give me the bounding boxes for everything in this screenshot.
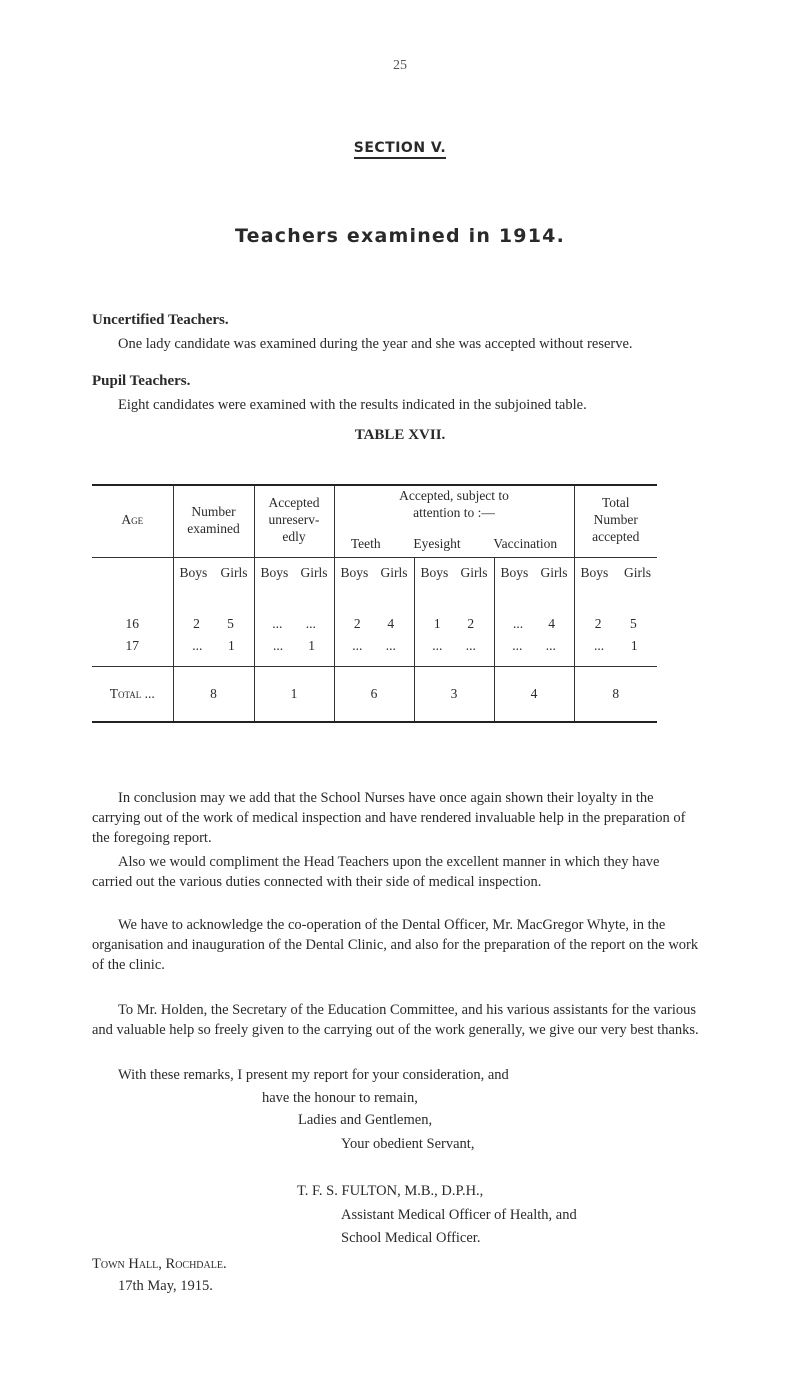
table-title: TABLE XVII. (354, 427, 446, 443)
pupil-heading: Pupil Teachers. (92, 373, 191, 389)
teachers-table (92, 484, 657, 723)
header-accepted-unreservedly: Accepted unreserv- edly (254, 485, 334, 558)
row-age: 17 (92, 634, 173, 667)
paragraph-nurses: In conclusion may we add that the School Nurses have once again shown their loyalty in the carrying out of the work of medical inspection and have rendered invaluable help in the preparation of the foregoing report. (92, 790, 686, 846)
header-accepted-subject-to: Accepted, subject to attention to :— Teeth Eyesight Vaccination (334, 485, 574, 558)
paragraph-head-teachers: Also we would compliment the Head Teachers upon the excellent manner in which they have carried out the various duties connected with their side of medical inspection. (92, 854, 660, 890)
section-heading: SECTION V. (0, 140, 800, 156)
signature-title-1: Assistant Medical Officer of Health, and (341, 1207, 577, 1223)
page-title: Teachers examined in 1914. (235, 225, 565, 247)
header-vaccination: Vaccination (493, 536, 558, 551)
header-eyesight: Eyesight (413, 536, 461, 551)
header-number-examined: Number examined (173, 485, 254, 558)
boys-girls-row: Boys Girls Boys Girls Boys Girls Boys Girls Boys Girls Boys Girls (92, 558, 657, 589)
uncertified-heading: Uncertified Teachers. (92, 312, 229, 328)
table-row: 16 2 5 ... ... 2 4 1 2 ... 4 2 5 (92, 588, 657, 634)
date: 17th May, 1915. (118, 1278, 213, 1294)
signature-title-2: School Medical Officer. (341, 1230, 481, 1246)
place: Town Hall, Rochdale. (92, 1256, 227, 1272)
row-age: 16 (92, 588, 173, 634)
header-total-accepted: Total Number accepted (574, 485, 657, 558)
closing-line-4: Your obedient Servant, (341, 1136, 475, 1152)
paragraph-thanks: To Mr. Holden, the Secretary of the Education Committee, and his various assistants for the various and valuable help so freely given to the carrying out of the work generally, we give our very best thanks. (92, 1002, 699, 1038)
closing-line-1: With these remarks, I present my report for your consideration, and (118, 1067, 509, 1083)
table-total-row: Total ... 8 1 6 3 4 8 (92, 667, 657, 723)
closing-line-3: Ladies and Gentlemen, (298, 1112, 433, 1128)
uncertified-text: One lady candidate was examined during the year and she was accepted without reserve. (118, 336, 633, 352)
header-age: Age (92, 485, 173, 558)
page-number: 25 (393, 58, 407, 73)
pupil-text: Eight candidates were examined with the results indicated in the subjoined table. (118, 397, 587, 413)
total-label: Total ... (92, 667, 173, 723)
table-row: 17 ... 1 ... 1 ... ... ... ... ... ... ... 1 (92, 634, 657, 667)
paragraph-dental: We have to acknowledge the co-operation of the Dental Officer, Mr. MacGregor Whyte, in the organisation and inauguration of the Dental Clinic, and also for the preparation of the report on the work of the clinic. (92, 917, 699, 973)
table-header-row (92, 485, 657, 558)
closing-line-2: have the honour to remain, (262, 1090, 418, 1106)
signature: T. F. S. FULTON, M.B., D.P.H., (297, 1183, 484, 1199)
header-teeth: Teeth (350, 536, 381, 551)
